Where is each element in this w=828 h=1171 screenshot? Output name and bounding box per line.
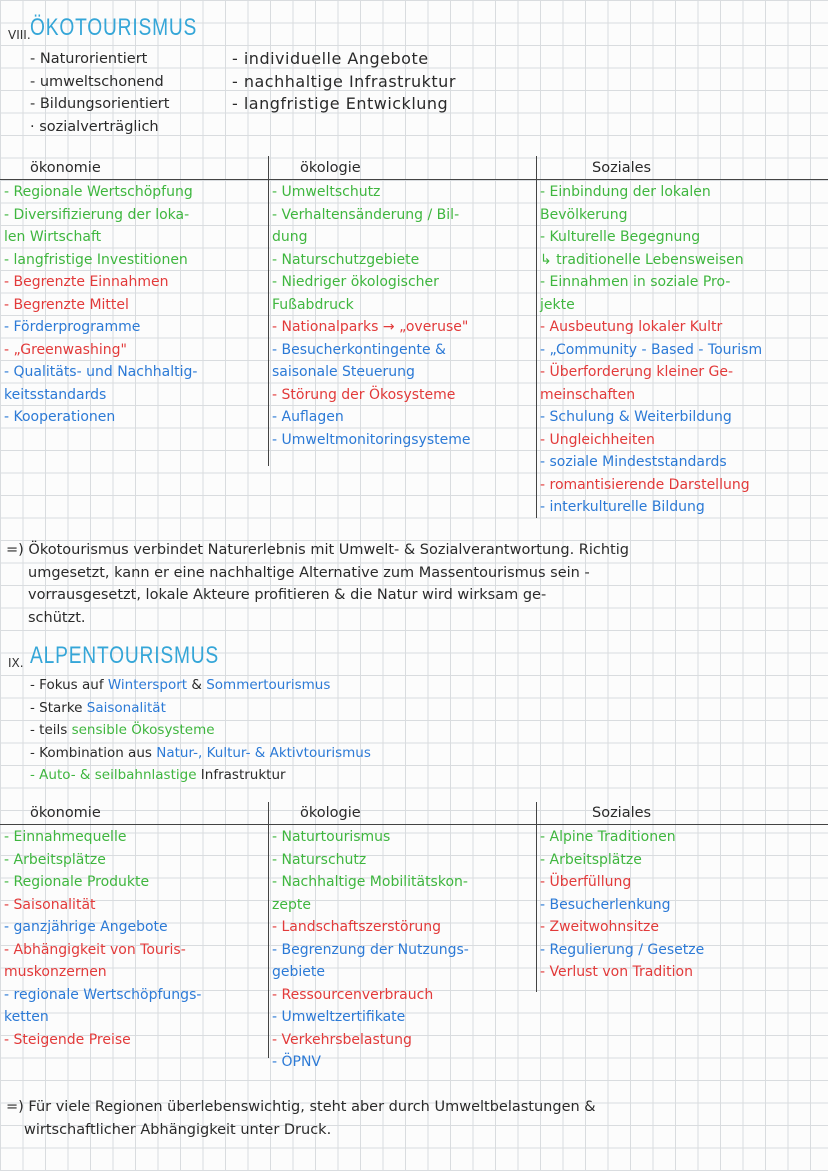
table-cell-line: dung: [272, 229, 308, 245]
feature-text: - Auto- & seilbahnlastige: [30, 767, 197, 783]
alpen-oekonomie-column: [4, 826, 266, 1051]
feature-text: &: [187, 677, 207, 693]
table-cell-line: - „Community - Based - Tourism: [540, 341, 763, 358]
feature-item: [30, 697, 371, 720]
table-cell-line: - Überforderung kleiner Ge-: [540, 364, 734, 380]
feature-item: - Bildungsorientiert: [30, 96, 170, 112]
section-number-oeko: VIII.: [8, 28, 31, 42]
summary-line: wirtschaftlicher Abhängigkeit unter Druck.: [24, 1121, 332, 1138]
table-cell-line: ↳ traditionelle Lebensweisen: [540, 251, 744, 268]
table-cell-line: meinschaften: [540, 386, 636, 403]
feature-text: Wintersport: [107, 677, 188, 693]
summary-line: vorrausgesetzt, lokale Akteure profitieren & die Natur wird wirksam ge-: [28, 587, 547, 603]
feature-text: - Starke: [30, 699, 87, 716]
oeko-header-soziales: Soziales: [592, 160, 652, 176]
table-cell-line: - regionale Wertschöpfungs-: [4, 986, 202, 1003]
table-cell-line: - Umweltschutz: [272, 184, 381, 200]
alpen-table-divider-2: [536, 802, 537, 992]
table-cell-line: - Regulierung / Gesetze: [540, 941, 705, 958]
alpen-table-header-line: [0, 824, 828, 825]
table-cell-line: - Diversifizierung der loka-: [4, 206, 190, 223]
table-cell-line: - Einnahmen in soziale Pro-: [540, 274, 731, 290]
table-cell-line: keitsstandards: [4, 386, 107, 403]
table-cell-line: - Naturschutz: [272, 851, 367, 868]
table-cell-line: - romantisierende Darstellung: [540, 476, 750, 493]
oeko-table-header-line: [0, 179, 828, 180]
table-cell-line: - Begrenzung der Nutzungs-: [272, 941, 469, 958]
feature-text: sensible Ökosysteme: [71, 722, 215, 738]
table-cell-line: - Alpine Traditionen: [540, 829, 676, 845]
table-cell-line: - Niedriger ökologischer: [272, 274, 439, 290]
table-cell-line: - Besucherlenkung: [540, 896, 671, 913]
table-cell-line: - ganzjährige Angebote: [4, 919, 168, 935]
table-cell-line: - Kulturelle Begegnung: [540, 229, 701, 245]
table-cell-line: Fußabdruck: [272, 296, 354, 313]
table-cell-line: gebiete: [272, 964, 325, 980]
oeko-table-divider-2: [536, 156, 537, 518]
table-cell-line: - interkulturelle Bildung: [540, 499, 705, 515]
summary-line: =) Für viele Regionen überlebenswichtig, steht aber durch Umweltbelastungen &: [6, 1099, 596, 1115]
table-cell-line: - Überfüllung: [540, 874, 632, 890]
section-title-oeko: ÖKOTOURISMUS: [30, 14, 198, 41]
table-cell-line: - Kooperationen: [4, 409, 116, 425]
table-cell-line: zepte: [272, 896, 311, 913]
table-cell-line: - Arbeitsplätze: [4, 851, 106, 868]
table-cell-line: - Ressourcenverbrauch: [272, 986, 434, 1003]
feature-item: - Naturorientiert: [30, 51, 148, 67]
table-cell-line: - Landschaftszerstörung: [272, 919, 442, 935]
table-cell-line: - Ausbeutung lokaler Kultr: [540, 319, 723, 335]
oeko-summary: [6, 539, 629, 629]
table-cell-line: - soziale Mindeststandards: [540, 454, 727, 470]
summary-line: schützt.: [28, 609, 86, 626]
table-cell-line: - Ungleichheiten: [540, 431, 655, 448]
table-cell-line: - Begrenzte Mittel: [4, 296, 129, 313]
feature-item: [30, 764, 371, 787]
table-cell-line: - Regionale Produkte: [4, 874, 150, 890]
feature-text: Saisonalität: [86, 699, 166, 716]
feature-item: - umweltschonend: [30, 73, 164, 90]
feature-text: Infrastruktur: [196, 767, 286, 783]
table-cell-line: - Verkehrsbelastung: [272, 1031, 412, 1048]
summary-line: =) Ökotourismus verbindet Naturerlebnis mit Umwelt- & Sozialverantwortung. Richtig: [6, 542, 629, 558]
alpen-feature-list: [30, 674, 371, 787]
feature-text: Sommertourismus: [206, 677, 331, 693]
alpen-table-divider-1: [268, 802, 269, 1058]
table-cell-line: - Einbindung der lokalen: [540, 184, 711, 200]
feature-text: - Kombination aus: [30, 744, 157, 761]
oeko-header-oekonomie: ökonomie: [30, 160, 101, 176]
oeko-soziales-column: [540, 181, 828, 519]
table-cell-line: muskonzernen: [4, 964, 107, 980]
table-cell-line: - Besucherkontingente &: [272, 341, 446, 358]
feature-item: · sozialverträglich: [30, 118, 159, 135]
table-cell-line: Bevölkerung: [540, 206, 628, 223]
table-cell-line: - Umweltzertifikate: [272, 1009, 406, 1025]
table-cell-line: - Einnahmequelle: [4, 829, 127, 845]
table-cell-line: - Saisonalität: [4, 896, 96, 913]
table-cell-line: - Naturschutzgebiete: [272, 251, 420, 268]
table-cell-line: len Wirtschaft: [4, 229, 102, 245]
table-cell-line: - Naturtourismus: [272, 829, 391, 845]
table-cell-line: - Verhaltensänderung / Bil-: [272, 206, 460, 223]
table-cell-line: jekte: [540, 296, 575, 313]
table-cell-line: ketten: [4, 1009, 49, 1025]
alpen-header-oekologie: ökologie: [300, 805, 361, 821]
feature-item: [30, 674, 371, 697]
feature-item: - nachhaltige Infrastruktur: [232, 71, 456, 91]
table-cell-line: - Störung der Ökosysteme: [272, 386, 456, 403]
table-cell-line: - „Greenwashing": [4, 341, 127, 358]
feature-item: [30, 742, 371, 765]
oeko-header-oekologie: ökologie: [300, 160, 361, 176]
table-cell-line: - ÖPNV: [272, 1054, 322, 1070]
table-cell-line: - Zweitwohnsitze: [540, 919, 659, 935]
table-cell-line: - Nachhaltige Mobilitätskon-: [272, 874, 468, 890]
summary-line: umgesetzt, kann er eine nachhaltige Alternative zum Massentourismus sein -: [28, 564, 590, 581]
feature-item: - individuelle Angebote: [232, 49, 429, 68]
table-cell-line: - Umweltmonitoringsysteme: [272, 431, 471, 448]
table-cell-line: - langfristige Investitionen: [4, 251, 188, 268]
oeko-oekonomie-column: [4, 181, 266, 429]
alpen-oekologie-column: [272, 826, 534, 1074]
alpen-header-soziales: Soziales: [592, 805, 652, 821]
section-number-alpen: IX.: [8, 656, 24, 670]
table-cell-line: - Auflagen: [272, 409, 344, 425]
section-title-alpen: ALPENTOURISMUS: [30, 642, 220, 669]
alpen-header-oekonomie: ökonomie: [30, 805, 101, 821]
table-cell-line: - Begrenzte Einnahmen: [4, 274, 169, 290]
oeko-feature-list-left: [30, 48, 169, 138]
oeko-feature-list-right: [232, 48, 456, 116]
table-cell-line: - Verlust von Tradition: [540, 964, 693, 980]
feature-text: - Fokus auf: [30, 677, 108, 693]
alpen-summary: [6, 1096, 596, 1141]
table-cell-line: - Nationalparks → „overuse": [272, 319, 469, 335]
table-cell-line: - Steigende Preise: [4, 1031, 131, 1048]
oeko-oekologie-column: [272, 181, 534, 451]
feature-text: Natur-, Kultur- & Aktivtourismus: [156, 744, 371, 761]
table-cell-line: - Schulung & Weiterbildung: [540, 409, 732, 425]
table-cell-line: - Qualitäts- und Nachhaltig-: [4, 364, 198, 380]
table-cell-line: - Regionale Wertschöpfung: [4, 184, 193, 200]
table-cell-line: - Abhängigkeit von Touris-: [4, 941, 186, 958]
table-cell-line: - Arbeitsplätze: [540, 851, 642, 868]
feature-item: [30, 719, 371, 742]
alpen-soziales-column: [540, 826, 828, 984]
table-cell-line: saisonale Steuerung: [272, 364, 415, 380]
feature-item: - langfristige Entwicklung: [232, 94, 449, 113]
oeko-table-divider-1: [268, 156, 269, 466]
table-cell-line: - Förderprogramme: [4, 319, 141, 335]
feature-text: - teils: [30, 722, 72, 738]
